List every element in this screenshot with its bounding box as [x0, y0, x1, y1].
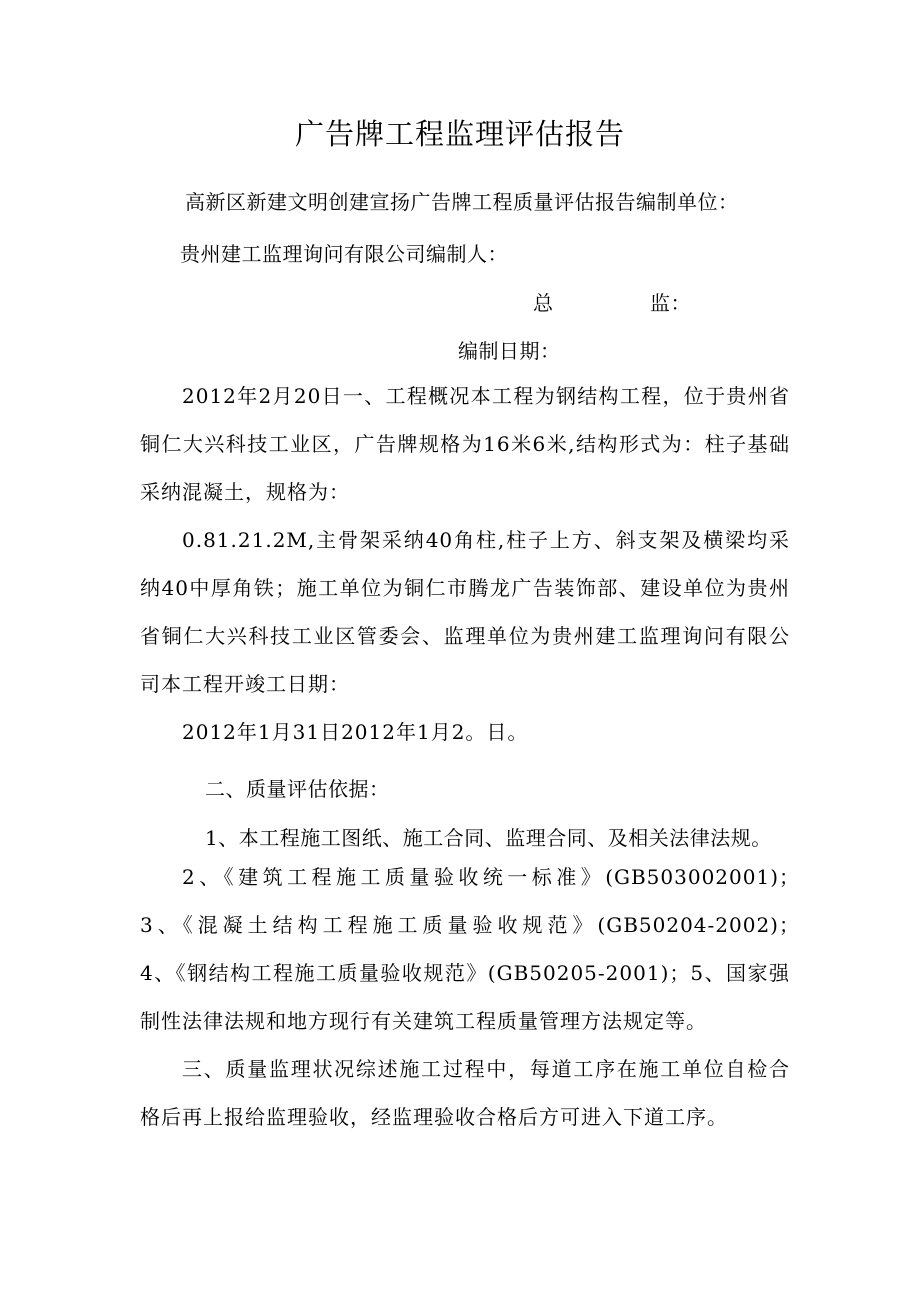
project-dates-paragraph: 2012年1月31日2012年1月2。日。 — [182, 720, 529, 744]
basis-item-1: 1、本工程施工图纸、施工合同、监理合同、及相关法律法规。 — [205, 826, 772, 850]
compiling-unit-line: 高新区新建文明创建宣扬广告牌工程质量评估报告编制单位： — [185, 190, 739, 214]
basis-standards-paragraph: 2、《建筑工程施工质量验收统一标准》(GB503002001)； 3、《混凝土结构工程施工质量验收规范》(GB50204-2002)； 4、《钢结构工程施工质量验收规范》(GB50205-2001)；5、国家强制性法律法规和地方现行有关建筑工程质量管理方法规定等。 — [140, 865, 832, 1033]
project-overview-paragraph: 2012年2月20日一、工程概况本工程为钢结构工程，位于贵州省铜仁大兴科技工业区，广告牌规格为16米6米,结构形式为：柱子基础采纳混凝土，规格为： — [140, 384, 790, 504]
chief-label-zong: 总 — [533, 291, 554, 315]
section-2-heading: 二、质量评估依据： — [205, 777, 390, 801]
project-spec-paragraph: 0.81.21.2M,主骨架采纳40角柱,柱子上方、斜支架及横梁均采纳40中厚角铁；施工单位为铜仁市腾龙广告装饰部、建设单位为贵州省铜仁大兴科技工业区管委会、监理单位为贵州建工监理询问有限公司本工程开竣工日期： — [140, 528, 790, 696]
company-compiler-line: 贵州建工监理询问有限公司编制人： — [180, 242, 508, 266]
chief-label-jian: 监： — [650, 291, 691, 315]
document-title: 广告牌工程监理评估报告 — [294, 117, 625, 151]
compile-date-label: 编制日期： — [458, 339, 561, 363]
section-3-paragraph: 三、质量监理状况综述施工过程中，每道工序在施工单位自检合格后再上报给监理验收，经监理验收合格后方可进入下道工序。 — [140, 1057, 790, 1129]
